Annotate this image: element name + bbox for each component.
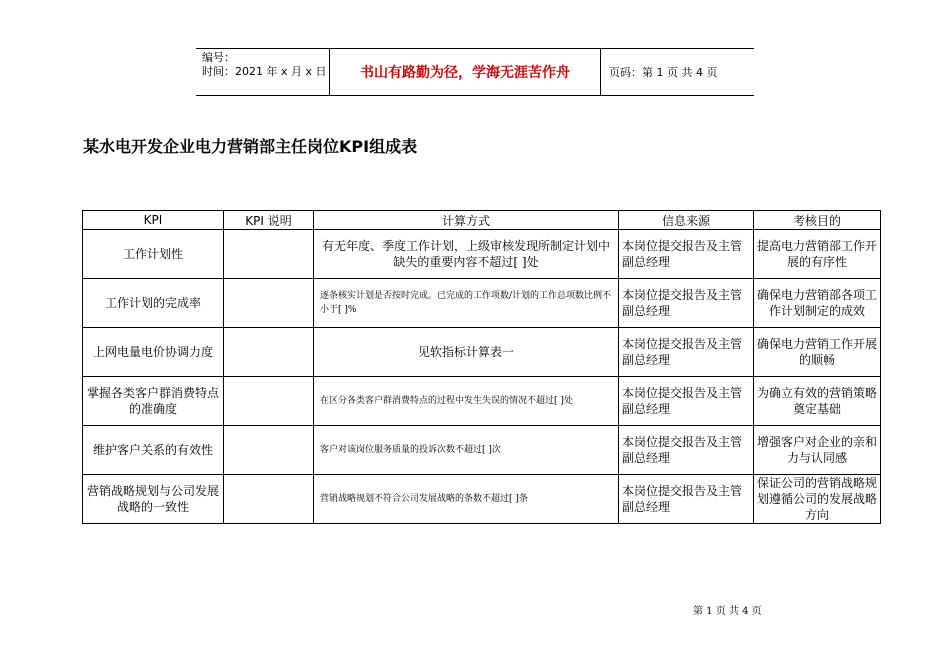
header-number: 编号： [202,51,235,64]
source-cell: 本岗位提交报告及主管副总经理 [619,230,754,279]
calc-cell: 在区分各类客户群消费特点的过程中发生失误的情况不超过[ ]处 [314,377,619,426]
source-cell: 本岗位提交报告及主管副总经理 [619,377,754,426]
kpi-cell: 工作计划的完成率 [83,279,224,328]
header-kpi: KPI [83,211,224,230]
table-row [83,230,881,279]
table-row [83,475,881,524]
source-cell: 本岗位提交报告及主管副总经理 [619,475,754,524]
calc-cell: 客户对该岗位服务质量的投诉次数不超过[ ]次 [314,426,619,475]
goal-cell: 保证公司的营销战略规划遵循公司的发展战略方向 [754,475,881,524]
page-footer: 第 1 页 共 4 页 [693,606,762,617]
calc-cell: 有无年度、季度工作计划，上级审核发现所制定计划中缺失的重要内容不超过[ ]处 [314,230,619,279]
header-kpi-desc: KPI 说明 [224,211,314,230]
document-title: 某水电开发企业电力营销部主任岗位KPI组成表 [83,137,418,156]
goal-cell: 增强客户对企业的亲和力与认同感 [754,426,881,475]
kpi-cell: 工作计划性 [83,230,224,279]
goal-cell: 为确立有效的营销策略奠定基础 [754,377,881,426]
table-row [83,377,881,426]
header-meta [196,49,330,95]
kpi-cell: 维护客户关系的有效性 [83,426,224,475]
header-time: 时间：2021 年 x 月 x 日 [202,65,327,78]
source-cell: 本岗位提交报告及主管副总经理 [619,426,754,475]
header-motto: 书山有路勤为径，学海无涯苦作舟 [330,49,601,95]
desc-cell [224,279,314,328]
calc-cell: 营销战略规划不符合公司发展战略的条数不超过[ ]条 [314,475,619,524]
source-cell: 本岗位提交报告及主管副总经理 [619,328,754,377]
header-source: 信息来源 [619,211,754,230]
source-cell: 本岗位提交报告及主管副总经理 [619,279,754,328]
goal-cell: 提高电力营销部工作开展的有序性 [754,230,881,279]
desc-cell [224,475,314,524]
desc-cell [224,230,314,279]
table-header-row [83,211,881,230]
kpi-cell: 营销战略规划与公司发展战略的一致性 [83,475,224,524]
table-row [83,426,881,475]
table-row [83,279,881,328]
desc-cell [224,377,314,426]
kpi-table [82,210,881,524]
goal-cell: 确保电力营销工作开展的顺畅 [754,328,881,377]
desc-cell [224,328,314,377]
kpi-cell: 掌握各类客户群消费特点的准确度 [83,377,224,426]
kpi-cell: 上网电量电价协调力度 [83,328,224,377]
header-page: 页码：第 1 页 共 4 页 [609,66,718,79]
page-header [196,48,754,96]
desc-cell [224,426,314,475]
goal-cell: 确保电力营销部各项工作计划制定的成效 [754,279,881,328]
calc-cell: 见软指标计算表一 [314,328,619,377]
header-calc: 计算方式 [314,211,619,230]
calc-cell: 逐条核实计划是否按时完成。已完成的工作项数/计划的工作总项数比例不小于[ ]% [314,279,619,328]
table-row [83,328,881,377]
header-goal: 考核目的 [754,211,881,230]
